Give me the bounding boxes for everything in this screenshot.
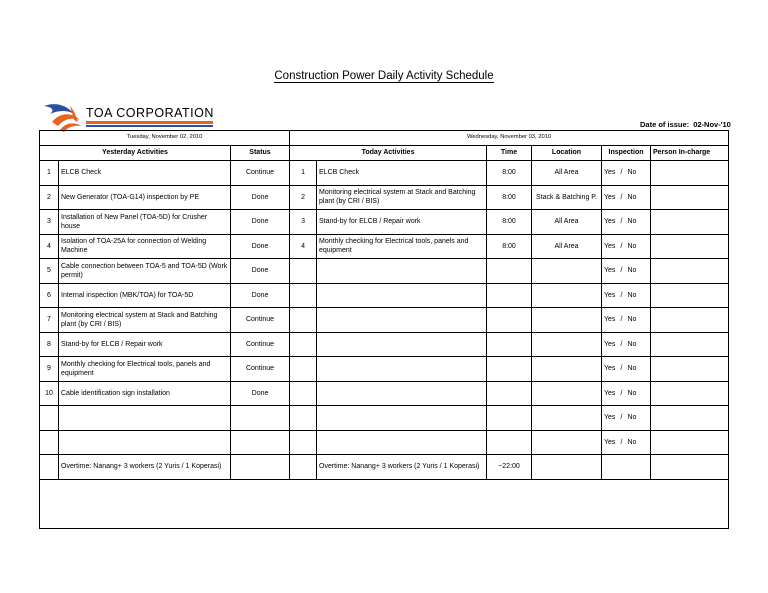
yes-option: Yes <box>604 438 616 446</box>
time-cell <box>487 283 532 308</box>
today-number <box>290 406 317 431</box>
status-header: Status <box>231 146 290 161</box>
row-number: 1 <box>40 161 59 186</box>
inspection-cell <box>602 406 651 431</box>
yesterday-activity: Overtime: Nanang+ 3 workers (2 Yuris / 1 Koperasi) <box>59 455 231 480</box>
no-option: No <box>627 193 637 201</box>
today-activities-header: Today Activities <box>290 146 487 161</box>
location-cell: All Area <box>532 210 602 235</box>
yes-option: Yes <box>604 414 616 422</box>
separator: / <box>620 316 623 324</box>
location-cell <box>532 455 602 480</box>
time-cell <box>487 259 532 284</box>
today-activity <box>317 308 487 333</box>
separator: / <box>620 365 623 373</box>
location-cell <box>532 430 602 455</box>
yesterday-activity: Monthly checking for Electrical tools, panels and equipment <box>59 357 231 382</box>
row-number: 4 <box>40 234 59 259</box>
notes-area <box>40 479 729 528</box>
today-number <box>290 381 317 406</box>
today-activity <box>317 259 487 284</box>
location-cell <box>532 357 602 382</box>
today-activity <box>317 406 487 431</box>
yesterday-activity: Cable identification sign installation <box>59 381 231 406</box>
inspection-cell <box>602 430 651 455</box>
no-option: No <box>627 438 637 446</box>
yes-option: Yes <box>604 365 616 373</box>
location-cell <box>532 308 602 333</box>
row-number: 10 <box>40 381 59 406</box>
row-number <box>40 406 59 431</box>
status-cell: Done <box>231 210 290 235</box>
date-header-row <box>40 131 729 146</box>
no-option: No <box>627 169 637 177</box>
location-cell <box>532 406 602 431</box>
inspection-cell <box>602 357 651 382</box>
status-cell: Done <box>231 283 290 308</box>
person-incharge-cell <box>651 210 729 235</box>
time-cell <box>487 357 532 382</box>
row-number <box>40 455 59 480</box>
status-cell: Continue <box>231 161 290 186</box>
location-header: Location <box>532 146 602 161</box>
no-option: No <box>627 242 637 250</box>
issue-value: 02-Nov-'10 <box>693 120 731 129</box>
status-cell: Done <box>231 381 290 406</box>
separator: / <box>620 291 623 299</box>
inspection-cell <box>602 455 651 480</box>
inspection-header: Inspection <box>602 146 651 161</box>
today-number <box>290 283 317 308</box>
person-incharge-cell <box>651 381 729 406</box>
row-number: 2 <box>40 185 59 210</box>
separator: / <box>620 169 623 177</box>
person-incharge-cell <box>651 430 729 455</box>
separator: / <box>620 242 623 250</box>
today-activity <box>317 332 487 357</box>
title-text: Construction Power Daily Activity Schedule <box>274 70 494 82</box>
today-number <box>290 357 317 382</box>
yesterday-activity <box>59 406 231 431</box>
inspection-cell <box>602 381 651 406</box>
no-option: No <box>627 414 637 422</box>
time-cell <box>487 406 532 431</box>
table-row <box>40 430 729 455</box>
today-number: 3 <box>290 210 317 235</box>
table-row <box>40 283 729 308</box>
yesterday-activity: Installation of New Panel (TOA-5D) for Crusher house <box>59 210 231 235</box>
row-number: 7 <box>40 308 59 333</box>
separator: / <box>620 193 623 201</box>
status-cell: Continue <box>231 308 290 333</box>
time-header: Time <box>487 146 532 161</box>
time-cell: ~22:00 <box>487 455 532 480</box>
today-number <box>290 259 317 284</box>
status-cell <box>231 455 290 480</box>
today-number: 4 <box>290 234 317 259</box>
status-cell: Continue <box>231 357 290 382</box>
yes-option: Yes <box>604 389 616 397</box>
today-number: 2 <box>290 185 317 210</box>
time-cell <box>487 308 532 333</box>
today-activity: Monitoring electrical system at Stack and Batching plant (by CRI / BIS) <box>317 185 487 210</box>
yesterday-activity <box>59 430 231 455</box>
table-row <box>40 234 729 259</box>
table-row <box>40 332 729 357</box>
yesterday-activity: ELCB Check <box>59 161 231 186</box>
row-number: 9 <box>40 357 59 382</box>
today-number <box>290 455 317 480</box>
table-row <box>40 357 729 382</box>
inspection-cell <box>602 234 651 259</box>
yes-option: Yes <box>604 316 616 324</box>
table-row <box>40 308 729 333</box>
yes-option: Yes <box>604 340 616 348</box>
issue-label: Date of issue: <box>640 120 690 129</box>
today-activity <box>317 283 487 308</box>
yes-option: Yes <box>604 218 616 226</box>
location-cell: All Area <box>532 234 602 259</box>
today-number <box>290 332 317 357</box>
yesterday-activity: Internal inspection (MBK/TOA) for TOA-5D <box>59 283 231 308</box>
person-incharge-cell <box>651 283 729 308</box>
yesterday-activity: Isolation of TOA-25A for connection of Welding Machine <box>59 234 231 259</box>
today-activity: Overtime: Nanang+ 3 workers (2 Yuris / 1 Koperasi) <box>317 455 487 480</box>
table-row <box>40 210 729 235</box>
inspection-cell <box>602 332 651 357</box>
inspection-cell <box>602 185 651 210</box>
location-cell <box>532 283 602 308</box>
person-incharge-cell <box>651 406 729 431</box>
yesterday-activities-header: Yesterday Activities <box>40 146 231 161</box>
separator: / <box>620 389 623 397</box>
yesterday-activity: Stand-by for ELCB / Repair work <box>59 332 231 357</box>
notes-row <box>40 479 729 528</box>
inspection-cell <box>602 210 651 235</box>
location-cell <box>532 332 602 357</box>
schedule-table <box>39 130 729 529</box>
today-number <box>290 308 317 333</box>
table-row <box>40 455 729 480</box>
inspection-cell <box>602 283 651 308</box>
table-row <box>40 161 729 186</box>
row-number: 5 <box>40 259 59 284</box>
time-cell: 8:00 <box>487 210 532 235</box>
yesterday-activity: Cable connection between TOA-5 and TOA-5D (Work permit) <box>59 259 231 284</box>
today-activity: Stand-by for ELCB / Repair work <box>317 210 487 235</box>
separator: / <box>620 438 623 446</box>
location-cell: All Area <box>532 161 602 186</box>
row-number <box>40 430 59 455</box>
no-option: No <box>627 291 637 299</box>
table-row <box>40 406 729 431</box>
date-of-issue <box>640 120 731 129</box>
yesterday-activity: New Generator (TOA-G14) inspection by PE <box>59 185 231 210</box>
separator: / <box>620 267 623 275</box>
company-name: TOA CORPORATION <box>86 106 214 120</box>
time-cell: 8:00 <box>487 161 532 186</box>
person-incharge-cell <box>651 308 729 333</box>
yes-option: Yes <box>604 193 616 201</box>
no-option: No <box>627 267 637 275</box>
yes-option: Yes <box>604 169 616 177</box>
status-cell <box>231 406 290 431</box>
separator: / <box>620 218 623 226</box>
column-header-row <box>40 146 729 161</box>
status-cell: Continue <box>231 332 290 357</box>
person-incharge-cell <box>651 259 729 284</box>
today-activity <box>317 357 487 382</box>
location-cell <box>532 381 602 406</box>
time-cell <box>487 381 532 406</box>
yesterday-activity: Monitoring electrical system at Stack and Batching plant (by CRI / BIS) <box>59 308 231 333</box>
no-option: No <box>627 316 637 324</box>
time-cell: 8:00 <box>487 185 532 210</box>
status-cell <box>231 430 290 455</box>
row-number: 6 <box>40 283 59 308</box>
logo-blue-bar <box>86 125 213 127</box>
yes-option: Yes <box>604 267 616 275</box>
today-date: Wednesday, November 03, 2010 <box>290 131 729 146</box>
time-cell <box>487 332 532 357</box>
yes-option: Yes <box>604 291 616 299</box>
today-activity <box>317 430 487 455</box>
person-incharge-cell <box>651 455 729 480</box>
table-row <box>40 381 729 406</box>
table-row <box>40 259 729 284</box>
today-activity: Monthly checking for Electrical tools, panels and equipment <box>317 234 487 259</box>
no-option: No <box>627 389 637 397</box>
inspection-cell <box>602 161 651 186</box>
inspection-cell <box>602 308 651 333</box>
table-row <box>40 185 729 210</box>
document-title <box>0 70 768 82</box>
separator: / <box>620 414 623 422</box>
location-cell: Stack & Batching P. <box>532 185 602 210</box>
person-incharge-header: Person In-charge <box>651 146 729 161</box>
inspection-cell <box>602 259 651 284</box>
person-incharge-cell <box>651 161 729 186</box>
time-cell <box>487 430 532 455</box>
today-activity: ELCB Check <box>317 161 487 186</box>
person-incharge-cell <box>651 357 729 382</box>
location-cell <box>532 259 602 284</box>
no-option: No <box>627 218 637 226</box>
no-option: No <box>627 365 637 373</box>
row-number: 3 <box>40 210 59 235</box>
no-option: No <box>627 340 637 348</box>
person-incharge-cell <box>651 332 729 357</box>
status-cell: Done <box>231 259 290 284</box>
today-activity <box>317 381 487 406</box>
today-number <box>290 430 317 455</box>
today-number: 1 <box>290 161 317 186</box>
separator: / <box>620 340 623 348</box>
logo-orange-bar <box>86 121 213 124</box>
person-incharge-cell <box>651 185 729 210</box>
status-cell: Done <box>231 234 290 259</box>
status-cell: Done <box>231 185 290 210</box>
yes-option: Yes <box>604 242 616 250</box>
person-incharge-cell <box>651 234 729 259</box>
yesterday-date: Tuesday, November 02, 2010 <box>40 131 290 146</box>
time-cell: 8:00 <box>487 234 532 259</box>
row-number: 8 <box>40 332 59 357</box>
